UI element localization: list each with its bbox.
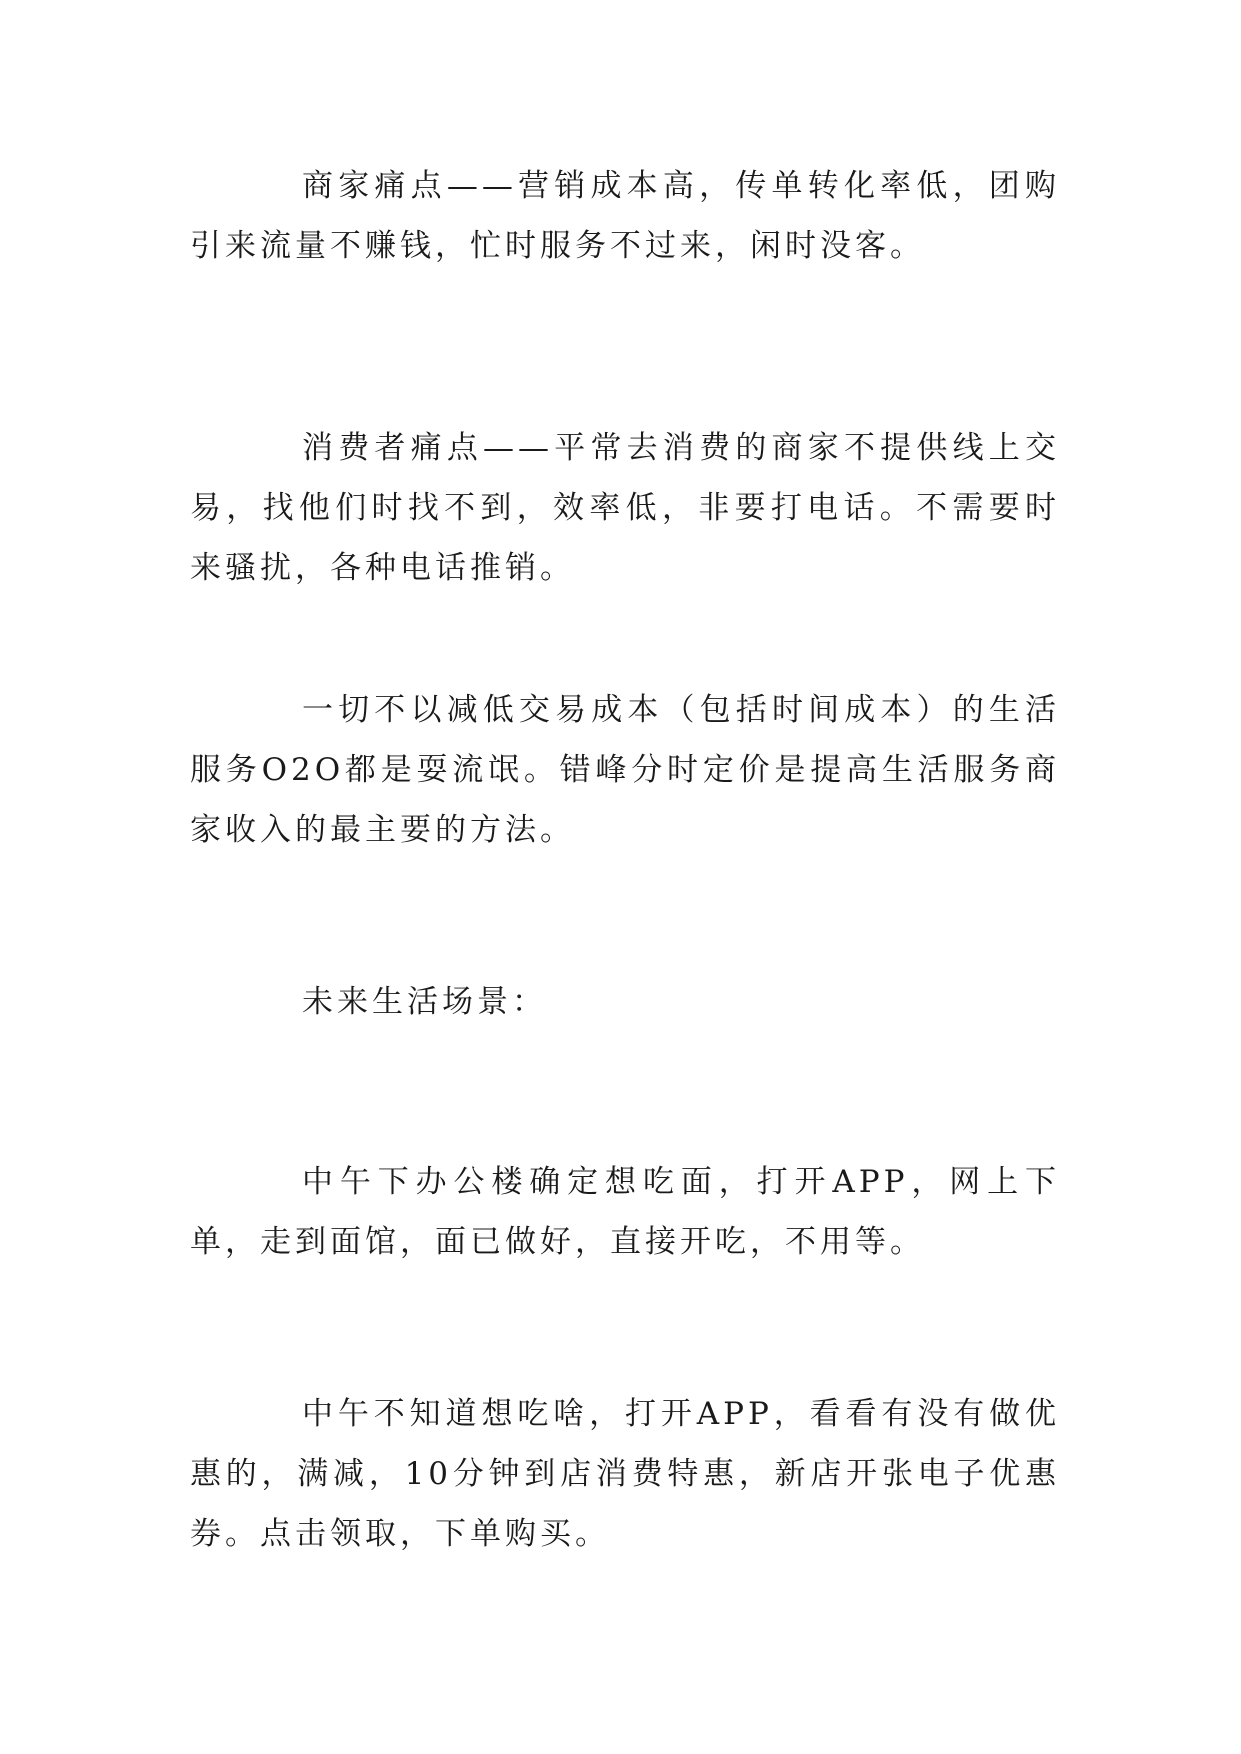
paragraph-future-scenarios-heading: 未来生活场景： bbox=[302, 984, 547, 1020]
paragraph-scenario-noodles: 中午下办公楼确定想吃面，打开APP，网上下单，走到面馆，面已做好，直接开吃，不用等。 bbox=[190, 1164, 1060, 1260]
paragraph-o2o-principle: 一切不以减低交易成本（包括时间成本）的生活服务O2O都是耍流氓。错峰分时定价是提高生活服务商家收入的最主要的方法。 bbox=[190, 692, 1060, 848]
paragraph-consumer-pain-points: 消费者痛点——平常去消费的商家不提供线上交易，找他们时找不到，效率低，非要打电话。不需要时来骚扰，各种电话推销。 bbox=[190, 430, 1060, 586]
paragraph-scenario-discounts: 中午不知道想吃啥，打开APP，看看有没有做优惠的，满减，10分钟到店消费特惠，新店开张电子优惠券。点击领取，下单购买。 bbox=[190, 1396, 1060, 1552]
paragraph-merchant-pain-points: 商家痛点——营销成本高，传单转化率低，团购引来流量不赚钱，忙时服务不过来，闲时没客。 bbox=[190, 168, 1060, 264]
